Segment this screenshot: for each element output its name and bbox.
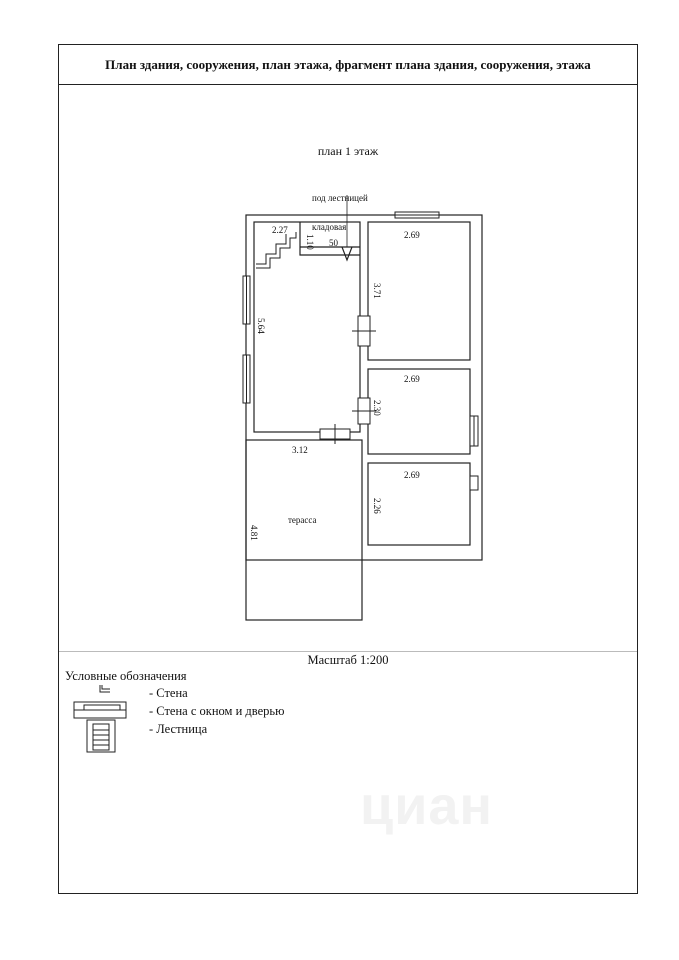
dim-room3-height: 2.26 bbox=[372, 498, 382, 514]
label-storage: кладовая bbox=[312, 222, 347, 232]
dim-1-10: 1.10 bbox=[305, 234, 315, 250]
terrace bbox=[246, 440, 362, 620]
stairs bbox=[256, 232, 296, 268]
outer-wall bbox=[246, 215, 482, 560]
dim-room1-width: 2.69 bbox=[404, 230, 420, 240]
legend-item-stairs: - Лестница bbox=[149, 722, 208, 736]
dim-4-81: 4.81 bbox=[249, 525, 259, 541]
dim-50: 50 bbox=[329, 238, 338, 248]
plan-title: план 1 этаж bbox=[317, 144, 379, 158]
legend-stairs-icon bbox=[87, 720, 115, 752]
scale-label: Масштаб 1:200 bbox=[307, 653, 389, 667]
dim-room2-width: 2.69 bbox=[404, 374, 420, 384]
legend-item-wall: - Стена bbox=[149, 686, 188, 700]
storage-door-mark bbox=[342, 247, 352, 260]
label-terrace: терасса bbox=[288, 515, 317, 525]
label-under-stairs: под лестницей bbox=[312, 193, 368, 203]
legend-symbols bbox=[74, 685, 126, 752]
watermark-logo: циан bbox=[360, 776, 494, 836]
legend-title: Условные обозначения bbox=[65, 669, 187, 683]
dim-room1-height: 3.71 bbox=[372, 283, 382, 299]
room-1 bbox=[368, 222, 470, 360]
dim-2-27: 2.27 bbox=[272, 225, 288, 235]
document-title: План здания, сооружения, план этажа, фрагмент плана здания, сооружения, этажа bbox=[59, 45, 637, 85]
dim-room2-height: 2.30 bbox=[372, 400, 382, 416]
legend-item-wall-window-door: - Стена с окном и дверью bbox=[149, 704, 285, 718]
dim-3-12: 3.12 bbox=[292, 445, 308, 455]
dim-room3-width: 2.69 bbox=[404, 470, 420, 480]
window-right-2 bbox=[470, 476, 478, 490]
dim-5-64: 5.64 bbox=[256, 318, 266, 334]
